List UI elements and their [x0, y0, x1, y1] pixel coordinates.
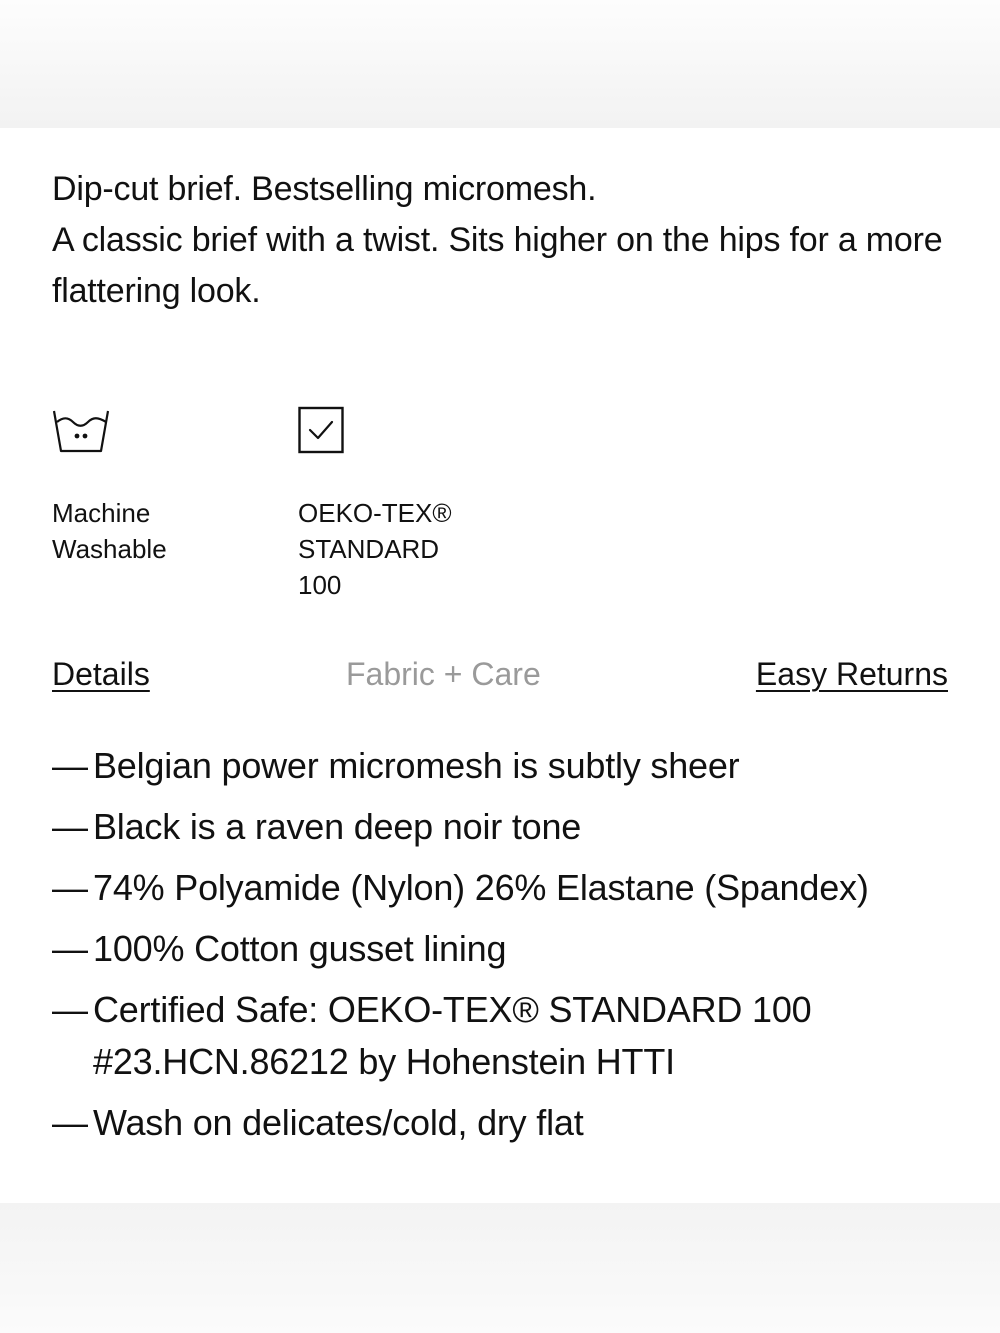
list-item [52, 923, 962, 975]
feature-label-line: OEKO-TEX® [298, 498, 452, 528]
bullet-dash: — [52, 745, 88, 786]
tab-easy-returns[interactable]: Easy Returns [755, 656, 948, 692]
feature-label-line: Machine [52, 498, 151, 528]
top-backdrop [0, 0, 1000, 128]
list-item-text: Certified Safe: OEKO-TEX® STANDARD 100 #23.HCN.86212 by Hohenstein HTTI [93, 989, 812, 1082]
bullet-dash: — [52, 1102, 88, 1143]
feature-oeko-tex [298, 405, 538, 603]
feature-label [52, 495, 252, 567]
list-item [52, 862, 962, 914]
list-item-text: Belgian power micromesh is subtly sheer [93, 745, 740, 786]
feature-label-line: 100 [298, 570, 342, 600]
bottom-backdrop [0, 1203, 1000, 1333]
feature-label-line: Washable [52, 534, 167, 564]
list-item [52, 1097, 962, 1149]
list-item-text: Wash on delicates/cold, dry flat [93, 1102, 584, 1143]
fabric-care-list [52, 740, 962, 1158]
list-item [52, 740, 962, 792]
list-item [52, 984, 962, 1088]
description-body: A classic brief with a twist. Sits higher on the hips for a more flattering look. [52, 221, 943, 310]
list-item-text: Black is a raven deep noir tone [93, 806, 582, 847]
bullet-dash: — [52, 928, 88, 969]
feature-machine-washable [52, 405, 252, 567]
bullet-dash: — [52, 867, 88, 908]
description-headline: Dip-cut brief. Bestselling micromesh. [52, 170, 597, 208]
feature-label-line: STANDARD [298, 534, 440, 564]
wash-tub-icon [52, 405, 112, 457]
checkbox-check-icon [298, 405, 358, 457]
feature-label [298, 495, 538, 603]
tab-details[interactable]: Details [52, 656, 150, 692]
product-description [52, 164, 962, 317]
list-item [52, 801, 962, 853]
list-item-text: 74% Polyamide (Nylon) 26% Elastane (Spandex) [93, 867, 869, 908]
bullet-dash: — [52, 806, 88, 847]
tab-fabric-care[interactable]: Fabric + Care [346, 656, 541, 692]
info-tabs [52, 652, 948, 698]
list-item-text: 100% Cotton gusset lining [93, 928, 507, 969]
bullet-dash: — [52, 989, 88, 1030]
